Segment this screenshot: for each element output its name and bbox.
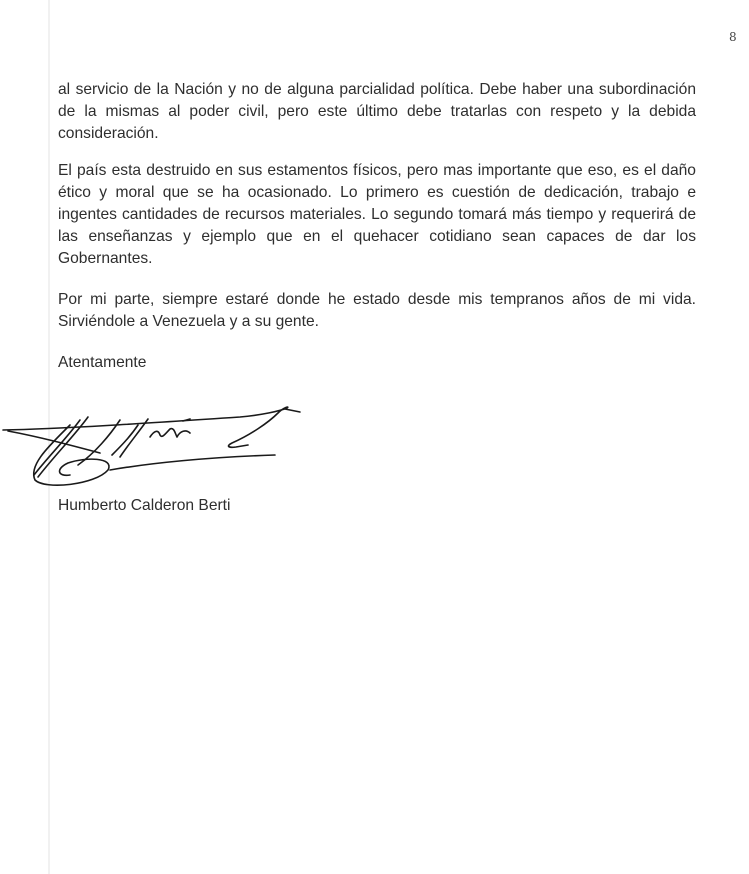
paragraph-1: al servicio de la Nación y no de alguna parcialidad política. Debe haber una subordinación de la mismas al poder civil, pero este último debe tratarlas con respeto y la debida consideración.	[58, 81, 696, 142]
page-number: 8	[729, 30, 737, 44]
paragraph-2: El país esta destruido en sus estamentos físicos, pero mas importante que eso, es el daño ético y moral que se ha ocasionado. Lo primero es cuestión de dedicación, trabajo e ingentes cantidades de recursos materiales. Lo segundo tomará más tiempo y requerirá de las enseñanzas y ejemplo que en el quehacer cotidiano sean capaces de dar los Gobernantes.	[58, 162, 696, 267]
signature-icon	[0, 395, 310, 490]
paragraph-3: Por mi parte, siempre estaré donde he estado desde mis tempranos años de mi vida. Sirviéndole a Venezuela y a su gente.	[58, 291, 696, 330]
signer-name: Humberto Calderon Berti	[58, 497, 231, 514]
closing-salutation: Atentamente	[58, 354, 147, 371]
